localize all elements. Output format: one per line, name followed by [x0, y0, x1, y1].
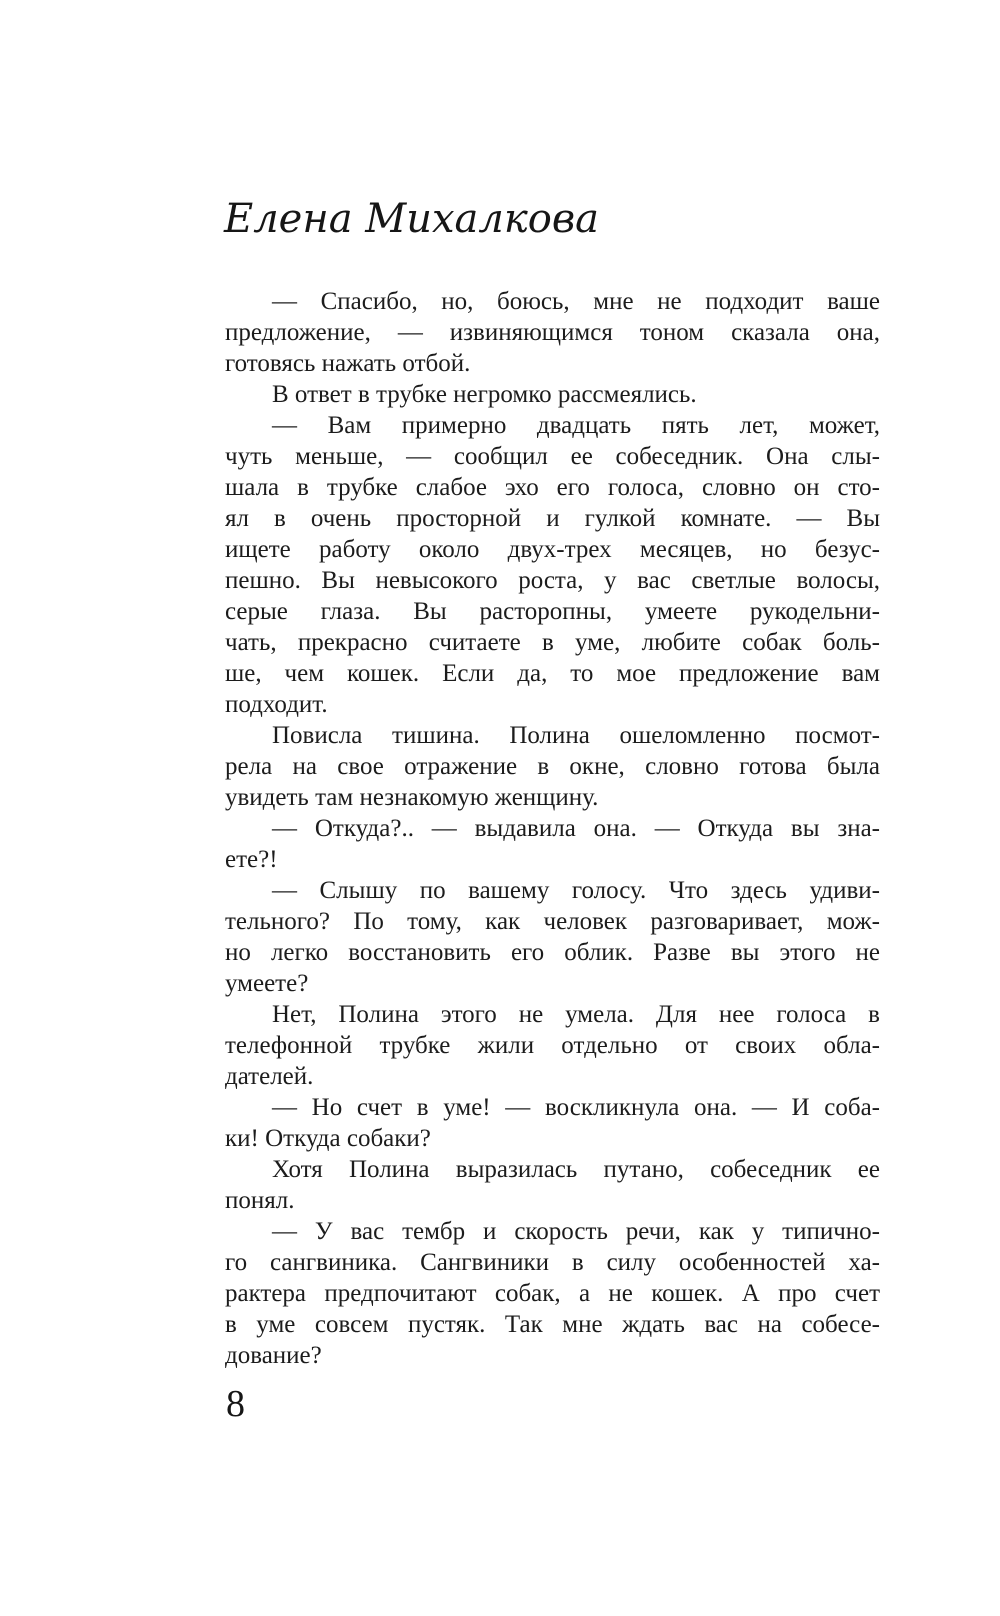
text-line: предложение, — извиняющимся тоном сказала она, [225, 319, 880, 346]
paragraph [225, 286, 880, 379]
paragraph [225, 1154, 880, 1216]
text-line: тельного? По тому, как человек разговаривает, мож- [225, 908, 880, 935]
text-line: шала в трубке слабое эхо его голоса, словно он сто- [225, 474, 880, 501]
text-line: ки! Откуда собаки? [225, 1125, 431, 1152]
text-line: умеете? [225, 970, 309, 997]
paragraph [225, 1216, 880, 1371]
text-line: го сангвиника. Сангвиники в силу особенностей ха- [225, 1249, 880, 1276]
text-line: но легко восстановить его облик. Разве вы этого не [225, 939, 880, 966]
text-line: серые глаза. Вы расторопны, умеете рукодельни- [225, 598, 880, 625]
text-line: подходит. [225, 691, 328, 718]
text-line: ищете работу около двух-трех месяцев, но безус- [225, 536, 880, 563]
paragraph [225, 1092, 880, 1154]
paragraph [225, 999, 880, 1092]
text-line: В ответ в трубке негромко рассмеялись. [272, 381, 697, 408]
text-line: — У вас тембр и скорость речи, как у типично- [272, 1218, 880, 1245]
text-line: чать, прекрасно считаете в уме, любите собак боль- [225, 629, 880, 656]
text-line: дателей. [225, 1063, 314, 1090]
text-line: пешно. Вы невысокого роста, у вас светлые волосы, [225, 567, 880, 594]
text-line: Нет, Полина этого не умела. Для нее голоса в [272, 1001, 880, 1028]
paragraph [225, 813, 880, 875]
text-line: — Откуда?.. — выдавила она. — Откуда вы зна- [272, 815, 880, 842]
text-line: — Но счет в уме! — воскликнула она. — И соба- [272, 1094, 880, 1121]
text-line: Хотя Полина выразилась путано, собеседник ее [272, 1156, 880, 1183]
text-line: — Вам примерно двадцать пять лет, может, [272, 412, 880, 439]
text-line: Повисла тишина. Полина ошеломленно посмот- [272, 722, 880, 749]
text-line: рактера предпочитают собак, а не кошек. А про счет [225, 1280, 880, 1307]
paragraph [225, 720, 880, 813]
text-line: рела на свое отражение в окне, словно готова была [225, 753, 880, 780]
text-line: — Слышу по вашему голосу. Что здесь удиви- [272, 877, 880, 904]
text-line: понял. [225, 1187, 295, 1214]
text-line: ете?! [225, 846, 278, 873]
text-line: чуть меньше, — сообщил ее собеседник. Она слы- [225, 443, 880, 470]
text-line: готовясь нажать отбой. [225, 350, 471, 377]
text-line: в уме совсем пустяк. Так мне ждать вас на собесе- [225, 1311, 880, 1338]
body-text [225, 286, 880, 1371]
text-line: увидеть там незнакомую женщину. [225, 784, 599, 811]
text-line: телефонной трубке жили отдельно от своих обла- [225, 1032, 880, 1059]
paragraph [225, 410, 880, 720]
text-line: ше, чем кошек. Если да, то мое предложение вам [225, 660, 880, 687]
paragraph [225, 379, 880, 410]
text-line: — Спасибо, но, боюсь, мне не подходит ваше [272, 288, 880, 315]
text-line: ял в очень просторной и гулкой комнате. — Вы [225, 505, 880, 532]
text-line: дование? [225, 1342, 322, 1369]
author-signature: Елена Михалкова [224, 196, 599, 242]
paragraph [225, 875, 880, 999]
page-number: 8 [226, 1383, 245, 1425]
